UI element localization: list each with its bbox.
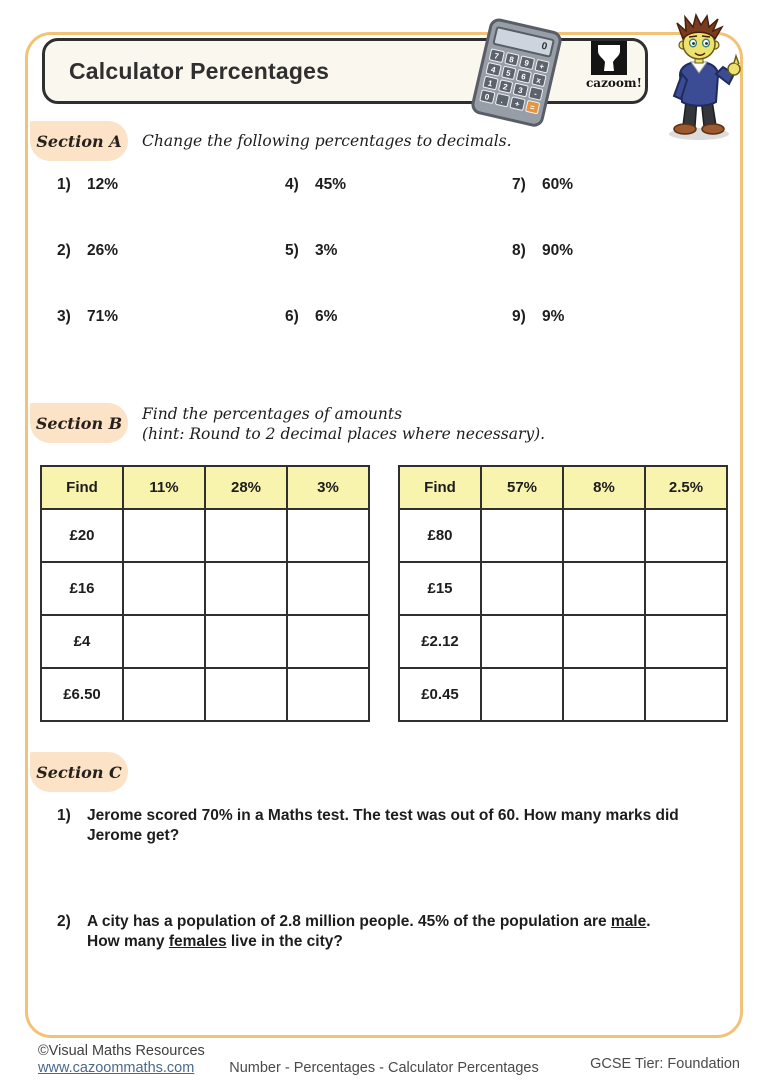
answer-cell — [645, 668, 727, 721]
section-b-instruction-line2: (hint: Round to 2 decimal places where necessary). — [142, 424, 546, 443]
list-item: 8) 90% — [512, 242, 574, 259]
table-header-cell: Find — [399, 466, 481, 509]
question-number: 1) — [57, 807, 71, 824]
amount-cell: £2.12 — [399, 615, 481, 668]
table-row — [41, 509, 369, 562]
percentages-table-1 — [40, 465, 370, 722]
answer-cell — [481, 562, 563, 615]
calc-key: 3 — [513, 83, 529, 98]
footer-breadcrumb: Number - Percentages - Calculator Percentages — [229, 1060, 539, 1076]
answer-cell — [645, 562, 727, 615]
list-item: 1) 12% — [57, 176, 119, 193]
amount-cell: £80 — [399, 509, 481, 562]
calc-key: 8 — [504, 52, 520, 67]
answer-cell — [123, 615, 205, 668]
table-header-cell: 3% — [287, 466, 369, 509]
calc-key: x — [531, 72, 547, 87]
answer-cell — [123, 668, 205, 721]
list-item: 9) 9% — [512, 308, 565, 325]
answer-cell — [287, 668, 369, 721]
list-item: 7) 60% — [512, 176, 574, 193]
calc-key: - — [528, 86, 544, 101]
calculator-screen: 0 — [492, 26, 555, 58]
table-header-cell: 2.5% — [645, 466, 727, 509]
section-a-items — [57, 176, 717, 374]
table-header-cell: 8% — [563, 466, 645, 509]
answer-cell — [563, 509, 645, 562]
answer-cell — [481, 615, 563, 668]
calculator-keypad — [479, 48, 550, 114]
answer-cell — [205, 668, 287, 721]
calc-key: 1 — [482, 76, 498, 91]
table-row — [399, 509, 727, 562]
answer-cell — [481, 668, 563, 721]
answer-cell — [645, 615, 727, 668]
answer-cell — [205, 562, 287, 615]
table-row — [41, 668, 369, 721]
calc-key: 4 — [485, 62, 501, 77]
student-character-illustration — [649, 12, 749, 142]
calc-key: 5 — [501, 65, 517, 80]
table-row — [41, 562, 369, 615]
list-item: 5) 3% — [285, 242, 338, 259]
website-link[interactable]: www.cazoommaths.com — [38, 1060, 195, 1076]
calc-key: 2 — [497, 79, 513, 94]
question-number: 2) — [57, 913, 71, 930]
list-item: 3) 71% — [57, 308, 119, 325]
answer-cell — [563, 668, 645, 721]
section-b-instruction-line1: Find the percentages of amounts — [142, 405, 403, 423]
question-text: A city has a population of 2.8 million people. 45% of the population are male. How many females live in the city? — [87, 913, 651, 951]
calc-key: 9 — [519, 55, 535, 70]
section-b-label: Section B — [30, 403, 128, 443]
calc-key: + — [534, 59, 550, 74]
table-header-row — [399, 466, 727, 509]
table-header-cell: 57% — [481, 466, 563, 509]
answer-cell — [645, 509, 727, 562]
answer-cell — [287, 615, 369, 668]
table-row — [41, 615, 369, 668]
section-a-instruction: Change the following percentages to decimals. — [142, 132, 512, 150]
list-item: 4) 45% — [285, 176, 347, 193]
answer-cell — [123, 509, 205, 562]
section-b-instruction — [142, 405, 545, 444]
amount-cell: £4 — [41, 615, 123, 668]
cazoom-logo-text: cazoom! — [586, 76, 642, 90]
calc-key: 6 — [516, 69, 532, 84]
cazoom-logo-icon — [591, 41, 627, 75]
amount-cell: £20 — [41, 509, 123, 562]
section-c-label: Section C — [30, 752, 128, 792]
calc-key: + — [509, 96, 525, 111]
table-header-row — [41, 466, 369, 509]
amount-cell: £6.50 — [41, 668, 123, 721]
amount-cell: £16 — [41, 562, 123, 615]
table-header-cell: 11% — [123, 466, 205, 509]
question-text: Jerome scored 70% in a Maths test. The test was out of 60. How many marks did Jerome get? — [87, 807, 679, 845]
list-item: 6) 6% — [285, 308, 338, 325]
calc-key: = — [524, 100, 540, 115]
page-title: Calculator Percentages — [69, 57, 330, 84]
list-item: 2) 26% — [57, 242, 119, 259]
calc-key: 0 — [479, 89, 495, 104]
table-row — [399, 615, 727, 668]
answer-cell — [481, 509, 563, 562]
table-row — [399, 668, 727, 721]
answer-cell — [563, 562, 645, 615]
answer-cell — [205, 509, 287, 562]
table-header-cell: Find — [41, 466, 123, 509]
question-2 — [57, 912, 735, 953]
table-row — [399, 562, 727, 615]
question-1 — [57, 806, 735, 847]
amount-cell: £0.45 — [399, 668, 481, 721]
answer-cell — [123, 562, 205, 615]
answer-cell — [205, 615, 287, 668]
copyright-text: ©Visual Maths Resources — [38, 1043, 205, 1059]
table-header-cell: 28% — [205, 466, 287, 509]
calc-key: . — [494, 93, 510, 108]
footer-tier-label: GCSE Tier: Foundation — [590, 1056, 740, 1072]
answer-cell — [563, 615, 645, 668]
amount-cell: £15 — [399, 562, 481, 615]
answer-cell — [287, 509, 369, 562]
cazoom-logo — [586, 41, 642, 90]
calc-key: 7 — [489, 48, 505, 63]
answer-cell — [287, 562, 369, 615]
section-a-label: Section A — [30, 121, 128, 161]
percentages-table-2 — [398, 465, 728, 722]
